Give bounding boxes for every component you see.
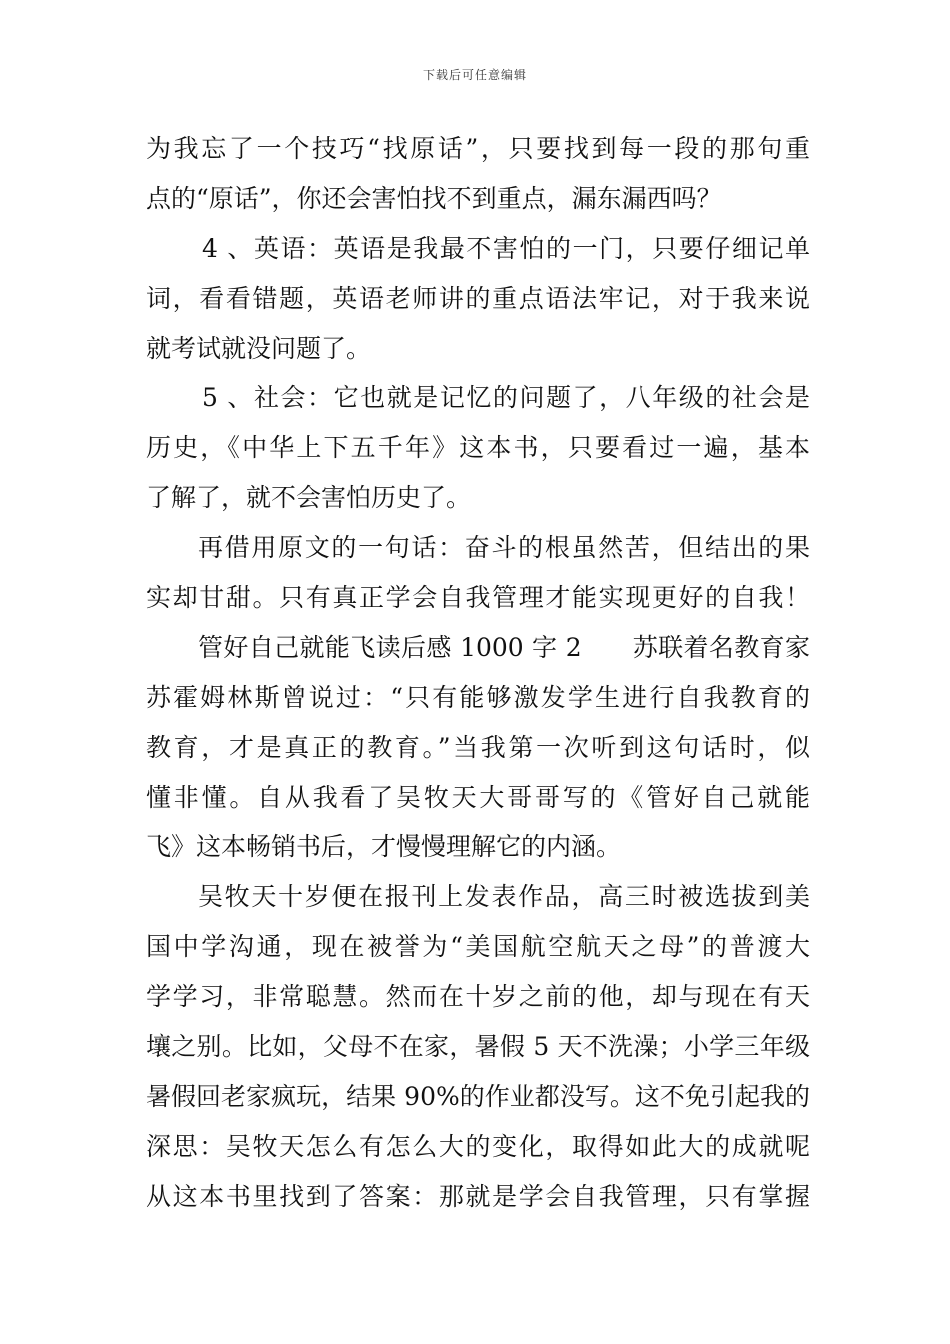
text-line: 点的“原话”，你还会害怕找不到重点，漏东漏西吗？	[146, 183, 722, 213]
text-line: 飞》这本畅销书后，才慢慢理解它的内涵。	[146, 832, 622, 862]
text-line: 再借用原文的一句话：奋斗的根虽然苦，但结出的果	[198, 533, 810, 563]
text-line: 4 、英语：英语是我最不害怕的一门，只要仔细记单	[202, 233, 810, 263]
text-line: 教育，才是真正的教育。”当我第一次听到这句话时，似	[146, 732, 810, 762]
text-line: 壤之别。比如，父母不在家，暑假 5 天不洗澡；小学三年级	[146, 1032, 810, 1062]
text-line: 词，看看错题，英语老师讲的重点语法牢记，对于我来说	[146, 283, 810, 313]
text-line: 暑假回老家疯玩，结果 90%的作业都没写。这不免引起我的	[146, 1081, 810, 1111]
text-line: 就考试就没问题了。	[146, 333, 372, 363]
text-line: 学学习，非常聪慧。然而在十岁之前的他，却与现在有天	[146, 982, 810, 1012]
document-body	[146, 124, 810, 1222]
text-line: 历史，《中华上下五千年》这本书，只要看过一遍，基本	[146, 433, 810, 463]
text-line: 了解了，就不会害怕历史了。	[146, 483, 472, 513]
text-line: 5 、社会：它也就是记忆的问题了，八年级的社会是	[202, 383, 810, 413]
text-line: 为我忘了一个技巧“找原话”，只要找到每一段的那句重	[146, 134, 810, 163]
text-line: 苏霍姆林斯曾说过：“只有能够激发学生进行自我教育的	[146, 682, 810, 712]
text-line: 吴牧天十岁便在报刊上发表作品，高三时被选拔到美	[198, 882, 810, 912]
text-line: 懂非懂。自从我看了吴牧天大哥哥写的《管好自己就能	[146, 782, 810, 812]
text-line: 国中学沟通，现在被誉为“美国航空航天之母”的普渡大	[146, 932, 810, 962]
text-line: 实却甘甜。只有真正学会自我管理才能实现更好的自我！	[146, 583, 810, 613]
text-line: 管好自己就能飞读后感 1000 字 2 苏联着名教育家	[198, 632, 810, 662]
page-header: 下载后可任意编辑	[422, 68, 527, 82]
text-line: 深思：吴牧天怎么有怎么大的变化，取得如此大的成就呢	[146, 1131, 810, 1161]
text-line: 从这本书里找到了答案：那就是学会自我管理，只有掌握	[146, 1181, 810, 1211]
